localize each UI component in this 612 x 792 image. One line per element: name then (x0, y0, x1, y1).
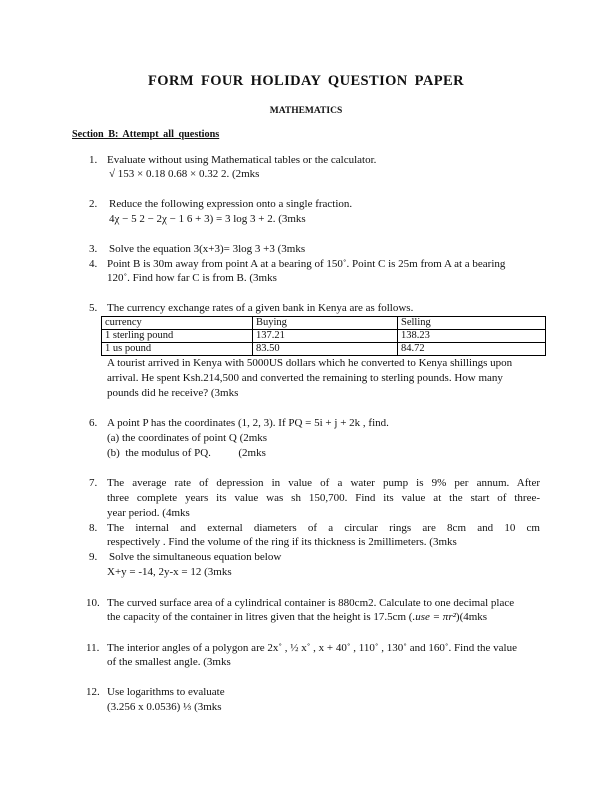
question-7-line-3: year period. (4mks (107, 507, 190, 519)
table-header-cell: Buying (253, 317, 398, 330)
question-8-line-1: The internal and external diameters of a circular rings are 8cm and 10 cm (107, 522, 540, 534)
question-11-line-1: The interior angles of a polygon are 2x˚ , ½ x˚ , x + 40˚ , 110˚ , 130˚ and 160˚. Find the value (107, 642, 517, 654)
table-cell: 83.50 (253, 343, 398, 356)
question-5-line-2: A tourist arrived in Kenya with 5000US dollars which he converted to Kenya shillings upon (107, 357, 513, 369)
table-cell: 138.23 (398, 330, 546, 343)
question-8-line-2: respectively . Find the volume of the ring if its thickness is 2millimeters. (3mks (107, 536, 457, 548)
question-12-number: 12. (86, 686, 100, 698)
question-5-line-1: The currency exchange rates of a given bank in Kenya are as follows. (107, 302, 414, 314)
question-10-line-2-text: the capacity of the container in litres given that the height is 17.5cm ( (107, 611, 413, 623)
page-title: FORM FOUR HOLIDAY QUESTION PAPER (148, 73, 464, 89)
question-3-number: 3. (89, 243, 98, 255)
table-row (102, 330, 546, 343)
question-9-equations: X+y = -14, 2y-x = 12 (3mks (107, 566, 232, 578)
question-4-line-2: 120˚. Find how far C is from B. (3mks (107, 272, 277, 284)
question-7-line-2: three complete years its value was sh 150,700. Find its value at the start of three- (107, 492, 540, 504)
table-cell: 1 us pound (102, 343, 253, 356)
question-6-part-b: (b) the modulus of PQ. (2mks (107, 447, 266, 459)
question-8-number: 8. (89, 522, 98, 534)
table-cell: 84.72 (398, 343, 546, 356)
question-10-line-1: The curved surface area of a cylindrical container is 880cm2. Calculate to one decimal place (107, 597, 515, 609)
question-5-line-3: arrival. He spent Ksh.214,500 and converted the remaining to sterling pounds. How many (107, 372, 503, 384)
section-heading: Section B: Attempt all questions (72, 129, 220, 140)
table-header-row (102, 317, 546, 330)
question-11-line-2: of the smallest angle. (3mks (107, 656, 231, 668)
table-row (102, 343, 546, 356)
question-2-text: Reduce the following expression onto a single fraction. (109, 198, 353, 210)
question-6-part-a: (a) the coordinates of point Q (2mks (107, 432, 268, 444)
question-7-line-1: The average rate of depression in value of a water pump is 9% per annum. After (107, 477, 540, 489)
question-2-number: 2. (89, 198, 98, 210)
question-6-text: A point P has the coordinates (1, 2, 3). If PQ = 5i + j + 2k , find. (107, 417, 389, 429)
question-5-line-4: pounds did he receive? (3mks (107, 387, 239, 399)
question-11-number: 11. (86, 642, 100, 654)
question-2-expression: 4χ − 5 2 − 2χ − 1 6 + 3) = 3 log 3 + 2. (3mks (109, 213, 306, 225)
question-5-number: 5. (89, 302, 98, 314)
question-10-number: 10. (86, 597, 100, 609)
question-10-line-2 (107, 610, 487, 624)
question-9-text: Solve the simultaneous equation below (109, 551, 282, 563)
question-9-number: 9. (89, 551, 98, 563)
question-12-line-2: (3.256 x 0.0536) ⅓ (3mks (107, 701, 222, 713)
question-1-expression: √ 153 × 0.18 0.68 × 0.32 2. (2mks (109, 168, 260, 180)
table-header-cell: currency (102, 317, 253, 330)
table-header-cell: Selling (398, 317, 546, 330)
question-3-text: Solve the equation 3(x+3)= 3log 3 +3 (3mks (109, 243, 306, 255)
question-1-text: Evaluate without using Mathematical tables or the calculator. (107, 154, 377, 166)
formula: .use = πr² (412, 611, 456, 623)
question-7-number: 7. (89, 477, 98, 489)
table-cell: 1 sterling pound (102, 330, 253, 343)
question-10-marks: )(4mks (455, 611, 488, 623)
question-6-number: 6. (89, 417, 98, 429)
table-cell: 137.21 (253, 330, 398, 343)
question-4-number: 4. (89, 258, 98, 270)
exchange-rate-table (101, 316, 546, 356)
question-1-number: 1. (89, 154, 98, 166)
question-4-line-1: Point B is 30m away from point A at a bearing of 150˚. Point C is 25m from A at a bearing (107, 258, 506, 270)
question-12-line-1: Use logarithms to evaluate (107, 686, 225, 698)
subject-heading: MATHEMATICS (269, 106, 343, 116)
